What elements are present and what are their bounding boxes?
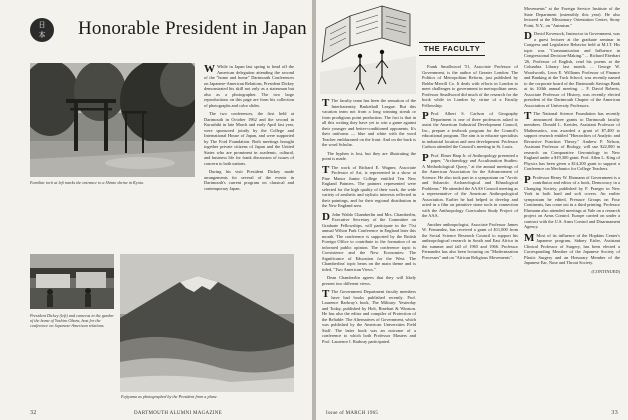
col3-paragraph-5: M Most of its influence of the Hopkins Center's Japanese program, Sidney Eisler, Assistant Clinical Professor of Surgery, has been elected a Corresponding Member of the Japanese Society of Plastic Surgery and an Honorary Member of the Japanese Ear, Nose and Throat Society.: [524, 231, 620, 265]
col2-paragraph-3: P Prof. Elmer Harp Jr. of Anthropology presented a paper, "Archaeology and Acculturation Studies: A Methodological Query," at the annual meetings of the American Association for the Advancement of Science. He also took part in a symposium on "Arctic and Subarctic Archaeological and Ethnological Problems." He attended the AAAS Council meeting as a representative of the American Anthropological Association. Earlier he had helped to develop and acted in a film on primitive stone tools in connection with the Anthropology Curriculum Study Project of the AAA.: [422, 151, 518, 218]
col2-paragraph-2: P Prof. Albert S. Carlson of Geography Department is one of three professors asked to assist the American Industrial Development Council, Inc., prepare a textbook program for the Council's educational program. The aim is to educate specialists in industrial location and area development. Professor Carlson attended the Council's meeting in St. Louis.: [422, 110, 518, 149]
continued-label: (CONTINUED): [591, 268, 620, 274]
left-page-number: 32: [30, 410, 37, 416]
campus-illustration: [320, 2, 416, 94]
page-title: Honorable President in Japan: [78, 18, 307, 39]
caption-top-photo: Familiar torii at left marks the entrance to a Shinto shrine in Kyoto.: [30, 180, 145, 185]
left-paragraph-3: During his visit President Dickey made arrangements for several of the events in Dartmouth's current program on classical and contemporary Japan.: [204, 169, 294, 191]
left-paragraph-1: W While in Japan last spring to head off the American delegation attending the second of the "home and home" Dartmouth Conferences on Japanese-American Relations, President Dickey demonstrated his skill not only as a statesman but also as a photographer. The two large reproductions on this page are from his collection of photographs and color slides.: [204, 63, 294, 108]
fujiyama-photo: [120, 254, 294, 392]
col2-paragraph-1: Frank Smallwood '51, Associate Professor of Government, is the author of Greater London: The Politics of Metropolitan Reform, just published by Bobbs-Merrill Co. It deals with efforts in London to meet challenges to government in metropolitan areas. Professor Smallwood did much of the research for the book while in London by virtue of a Faculty Fellowship.: [422, 64, 518, 108]
left-page: [0, 0, 312, 420]
left-paragraph-2: The two conferences, the first held at Dartmouth in October 1962 and the second in Kurashiki in late March and early April last year, were sponsored jointly by the College and International House of Japan, and were supported by The Ford Foundation. Both meetings brought together private citizens of Japan and the United States who are prominent in academic, cultural, and business life for frank discussion of issues of concern to both nations.: [204, 111, 294, 166]
left-footer: DARTMOUTH ALUMNI MAGAZINE: [134, 411, 223, 416]
right-column-2: [422, 64, 518, 263]
seal-char-2: 本: [38, 31, 46, 39]
col2-paragraph-4: Another anthropologist, Associate Professor James W. Fernandez, has received a grant of $11,000 from the Social Science Research Council to support his anthropological research in South and East Africa in the summer and fall of 1965 and 1966. Professor Fernandez has also been lecturing on "Modernization Processes" and on "African Religious Movements".: [422, 221, 518, 260]
torii-photo: [30, 63, 195, 177]
col3-paragraph-1: Movements" at the Foreign Service Institute of the State Department (ostensibly this year). He also lectured at the Missionary Orientation Center, Stony Point, N.Y., on "Animism.": [524, 6, 620, 28]
garden-photo: [30, 254, 114, 309]
right-footer: Issue of MARCH 1965: [326, 411, 379, 416]
right-page-number: 33: [611, 410, 618, 416]
col1-paragraph-6: T The Government Department faculty members have had books published recently. Prof. Laurence Radway's book, The Military: Yesterday and Today, published by Holt, Rinehart & Winston. He has also the editor and compiler of Protection of the Reliable: The Alternatives of Government, which was published by the American Universities Field Staff. The latter book was an outcome of a conference to which both Professor Masters and Prof. Laurence I. Radway participated.: [322, 288, 416, 344]
col3-paragraph-2: D David Kovenock, Instructor in Government, was a guest lecturer at the graduate seminar in Congress and Legislative Behavior held at M.I.T. His topic was "Communication and Influence in Congressional Decision-Making." ... Richard Eberhart '26, Professor of English, read his poems at the Columbia Library last month. ... George W. Woodworth, Leon E. Williams Professor of Finance and Banking at the Tuck School, was recently named to the corporate board of the Dartmouth Savings Bank at its 104th annual meeting. ... F. David Roberts, Associate Professor of History, was recently elected president of the Dartmouth Chapter of the American Association of University Professors.: [524, 30, 620, 108]
caption-fujiyama-photo: Fujiyama as photographed by the President from a plane.: [121, 394, 218, 399]
seal-char-1: 日: [38, 21, 46, 29]
japanese-seal-icon: [30, 18, 54, 42]
col3-paragraph-4: P Professor Henry W. Ehrmann of Government is a contributor and editor of a book, Democracy in a Changing Society, published by F. Praeger in New York in both hard and soft covers. An earlier symposium he edited, Pressure Groups on Four Continents, has come out in a third printing. Professor Ehrmann also attended meetings at Yale on a research project on Arms Control. Europe carried on under a contract with the U.S. Arms Control and Disarmament Agency.: [524, 173, 620, 229]
section-title: THE FACULTY: [419, 42, 485, 56]
right-page: [316, 0, 628, 420]
left-body-text: [204, 64, 294, 194]
right-column-1: [322, 98, 416, 347]
col1-paragraph-1: T The faculty team has been the sensation of the Interfraternity Basketball League. But this vacation team not from a long winning streak or from prodigious point production. The fact is that in all this writing they have yet to win a game against their younger and better-conditioned opponents. It's their uniforms — blue and white with the word Teacher emblazoned on the front. And on the back is the word Scholar.: [322, 97, 416, 147]
col1-paragraph-5: Dean Chamberlin agrees that they will likely present two different views.: [322, 275, 416, 286]
col1-paragraph-2: The hyphen is lost, but they are illustrating the point is made.: [322, 150, 416, 161]
col1-paragraph-4: D John Waldo Chamberlin and Mrs. Chamberlin, Executive Secretary of the Committee on Graduate Fellowships, will participate in the 71st annual Wilton Park Conference in England later this month. The conference is supported by the British Foreign Office to contribute to the formation of an informed public opinion. The conference topic is Coexistence and the New Economies: The Significance of Education for the West. The Chamberlins' topic bears on the main theme and is titled, "Two American Views.": [322, 210, 416, 272]
right-column-3: [524, 6, 620, 277]
caption-garden-photo: President Dickey (left) and cameras in the garden of the home of Yoshiro Obara, host for the conference on Japanese-American relations.: [30, 313, 114, 329]
col3-paragraph-3: T The National Science Foundation has recently announced three grants to Dartmouth faculty members. Donald L. Kreider, Assistant Professor of Mathematics, was awarded a grant of $7,400 to support research entitled "Hierarchies of Analytic and Recursive Function Theory." Andrew P. Nelson, Assistant Professor of Biology, will use $22,000 in research on Comparative Gerontology in New England under a $19,300 grant. Prof. Allen L. King of Physics has been given a $14,200 grant to support a Conference on Mechanics for College Teachers.: [524, 110, 620, 171]
col1-paragraph-3: T The work of Richard E. Wagner, Associate Professor of Art, is represented in a show at Pine Manor Junior College entitled Ten New England Painters. The painters represented were selected for the high quality of their work, the wide variety of aesthetic and stylistic interests reflected in their paintings, and for their regional distribution in the New England area.: [322, 163, 416, 208]
